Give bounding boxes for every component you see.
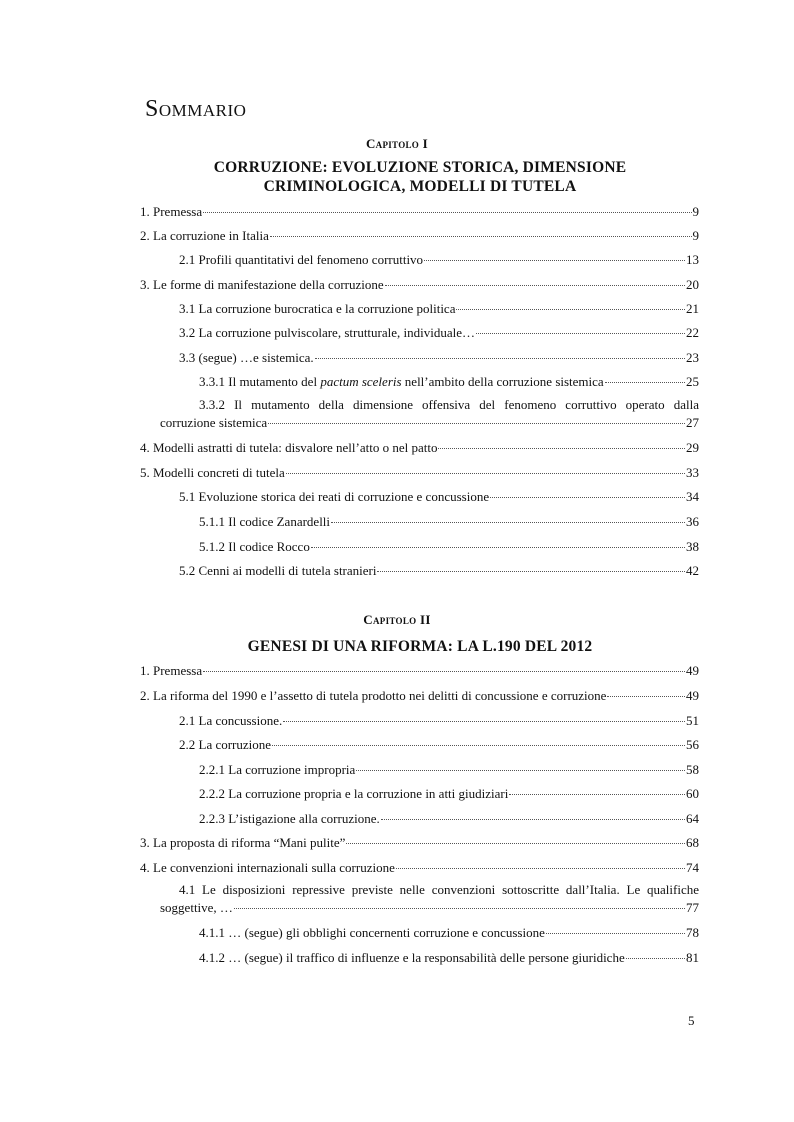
toc-entry-title: 3.1 La corruzione burocratica e la corruzione politica — [179, 301, 456, 316]
toc-entry-page: 23 — [686, 350, 699, 365]
toc-entry-page: 9 — [692, 204, 699, 219]
toc-entry[interactable] — [140, 809, 699, 827]
toc-entry-page: 81 — [686, 950, 699, 965]
toc-entry[interactable] — [140, 438, 699, 456]
chapter-2-title: GENESI DI UNA RIFORMA: LA L.190 DEL 2012 — [247, 638, 593, 655]
toc-entry[interactable] — [140, 463, 699, 481]
toc-entry[interactable] — [140, 784, 699, 802]
toc-entry-title: 2.2.2 La corruzione propria e la corruzione in atti giudiziari — [199, 786, 509, 801]
toc-entry[interactable] — [140, 833, 699, 851]
toc-entry[interactable] — [140, 323, 699, 341]
toc-entry-title: 4. Modelli astratti di tutela: disvalore nell’atto o nel patto — [140, 440, 438, 455]
toc-entry[interactable] — [140, 299, 699, 317]
toc-entry-page: 34 — [686, 489, 699, 504]
toc-entry[interactable] — [140, 275, 699, 293]
toc-entry[interactable] — [140, 250, 699, 268]
toc-entry[interactable] — [140, 858, 699, 876]
toc-entry-title: 2.1 Profili quantitativi del fenomeno corruttivo — [179, 252, 424, 267]
toc-entry[interactable] — [140, 537, 699, 555]
toc-entry[interactable] — [140, 760, 699, 778]
toc-entry-title: 3. La proposta di riforma “Mani pulite” — [140, 835, 346, 850]
toc-entry-page: 20 — [686, 277, 699, 292]
toc-entry-page: 64 — [686, 811, 699, 826]
toc-entry[interactable] — [140, 923, 699, 941]
toc-entry[interactable] — [140, 561, 699, 579]
toc-entry-title: 2.2.3 L’istigazione alla corruzione. — [199, 811, 380, 826]
toc-entry-page: 77 — [686, 900, 699, 915]
toc-entry-title: 4.1 Le disposizioni repressive previste nelle convenzioni sottoscritte dall’Italia. Le qualifiche — [179, 882, 699, 897]
toc-entry[interactable] — [140, 711, 699, 729]
toc-entry-page: 9 — [692, 228, 699, 243]
toc-entry-title: 5.1.1 Il codice Zanardelli — [199, 514, 331, 529]
toc-entry-page: 36 — [686, 514, 699, 529]
page-heading: Sommario — [145, 96, 247, 122]
toc-entry-page: 74 — [686, 860, 699, 875]
toc-entry-page: 25 — [686, 374, 699, 389]
toc-entry[interactable] — [140, 372, 699, 390]
toc-entry-title-cont: soggettive, … — [160, 900, 233, 915]
toc-entry-page: 51 — [686, 713, 699, 728]
toc-entry[interactable] — [140, 226, 699, 244]
toc-entry-title: 4.1.2 … (segue) il traffico di influenze e la responsabilità delle persone giuridiche — [199, 950, 625, 965]
toc-entry-page: 33 — [686, 465, 699, 480]
toc-entry-page: 60 — [686, 786, 699, 801]
toc-entry-title: 2.2 La corruzione — [179, 737, 272, 752]
toc-entry-title: 3.3 (segue) …e sistemica. — [179, 350, 314, 365]
toc-entry-title: 4. Le convenzioni internazionali sulla corruzione — [140, 860, 395, 875]
toc-entry[interactable] — [140, 202, 699, 220]
toc-entry-page: 78 — [686, 925, 699, 940]
toc-entry[interactable] — [140, 948, 699, 966]
toc-entry-title: 3.2 La corruzione pulviscolare, strutturale, individuale… — [179, 325, 476, 340]
chapter-2-label: Capitolo II — [363, 612, 431, 627]
toc-entry[interactable] — [140, 397, 699, 431]
toc-entry-page: 38 — [686, 539, 699, 554]
toc-entry-title: 3.3.1 Il mutamento del pactum sceleris nell’ambito della corruzione sistemica — [199, 374, 604, 389]
toc-entry[interactable] — [140, 487, 699, 505]
toc-entry-page: 49 — [686, 688, 699, 703]
page-number: 5 — [688, 1013, 695, 1028]
toc-entry-title: 4.1.1 … (segue) gli obblighi concernenti corruzione e concussione — [199, 925, 545, 940]
toc-entry-title: 5.1.2 Il codice Rocco — [199, 539, 310, 554]
chapter-1-title: CORRUZIONE: EVOLUZIONE STORICA, DIMENSIONE CRIMINOLOGICA, MODELLI DI TUTELA — [213, 159, 627, 195]
toc-entry[interactable] — [140, 512, 699, 530]
toc-entry[interactable] — [140, 661, 699, 679]
toc-entry-page: 42 — [686, 563, 699, 578]
toc-entry-title: 3.3.2 Il mutamento della dimensione offensiva del fenomeno corruttivo operato dalla — [199, 397, 699, 412]
toc-entry-title: 1. Premessa — [140, 663, 203, 678]
toc-entry-page: 29 — [686, 440, 699, 455]
toc-entry[interactable] — [140, 882, 699, 916]
toc-entry-title: 1. Premessa — [140, 204, 203, 219]
toc-entry-title: 5. Modelli concreti di tutela — [140, 465, 285, 480]
toc-entry-title: 5.1 Evoluzione storica dei reati di corruzione e concussione — [179, 489, 490, 504]
toc-entry-title: 2. La riforma del 1990 e l’assetto di tutela prodotto nei delitti di concussione e corruzione — [140, 688, 607, 703]
toc-entry[interactable] — [140, 348, 699, 366]
toc-entry-title: 2.2.1 La corruzione impropria — [199, 762, 356, 777]
toc-entry-page: 49 — [686, 663, 699, 678]
toc-entry-page: 13 — [686, 252, 699, 267]
toc-entry[interactable] — [140, 686, 699, 704]
toc-entry-page: 27 — [686, 415, 699, 430]
toc-entry-page: 58 — [686, 762, 699, 777]
toc-entry-page: 68 — [686, 835, 699, 850]
chapter-1-label: Capitolo I — [365, 136, 429, 151]
toc-entry-title-cont: corruzione sistemica — [160, 415, 268, 430]
toc-entry-page: 22 — [686, 325, 699, 340]
toc-entry-title: 2.1 La concussione. — [179, 713, 283, 728]
toc-entry-title: 5.2 Cenni ai modelli di tutela stranieri — [179, 563, 377, 578]
toc-entry[interactable] — [140, 735, 699, 753]
toc-entry-page: 56 — [686, 737, 699, 752]
toc-entry-title: 3. Le forme di manifestazione della corruzione — [140, 277, 384, 292]
toc-entry-title: 2. La corruzione in Italia — [140, 228, 269, 243]
toc-entry-page: 21 — [686, 301, 699, 316]
